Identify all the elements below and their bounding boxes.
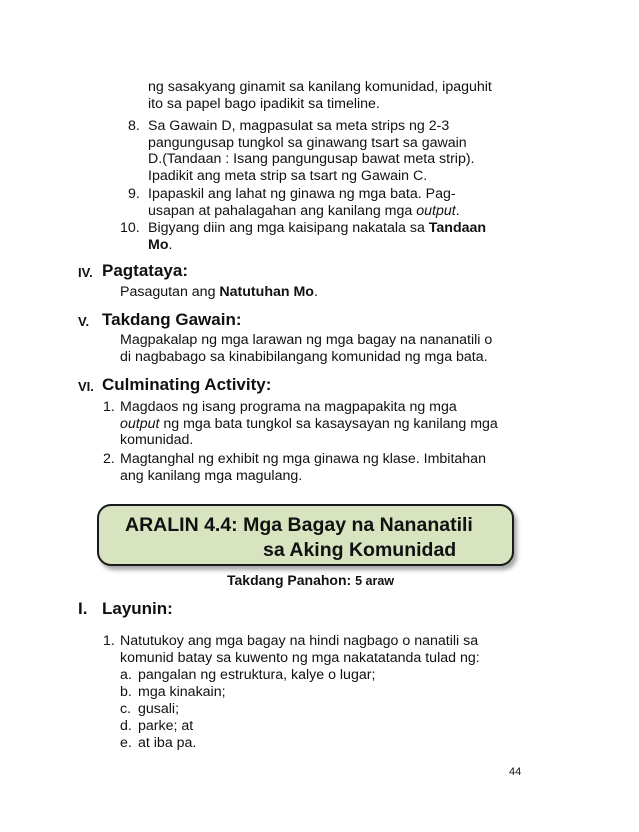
duration-label: Takdang Panahon: xyxy=(227,572,356,588)
list-item-line: Natutukoy ang mga bagay na hindi nagbago o nanatili sa xyxy=(120,633,479,649)
subitem-letter: c. xyxy=(120,701,132,717)
text-line xyxy=(148,168,475,185)
text-run: . xyxy=(168,236,173,253)
text-run: Sa Gawain D, magpasulat sa meta strips ng 2-3 xyxy=(148,118,450,134)
text-line xyxy=(148,96,492,113)
subitem-text: mga kinakain; xyxy=(138,684,226,700)
section-text xyxy=(120,332,492,365)
text-run: . xyxy=(455,202,460,219)
text-run: ng mga bata tungkol sa kasaysayan ng kanilang mga xyxy=(159,415,498,432)
list-number: 10. xyxy=(120,220,140,236)
section-number: IV. xyxy=(78,265,93,280)
subitem-letter: b. xyxy=(120,684,132,700)
text-run: Pasagutan ang xyxy=(120,284,220,300)
list-number: 9. xyxy=(128,186,140,202)
section-title: Layunin: xyxy=(102,599,173,618)
subitem-letter: a. xyxy=(120,667,132,683)
text-line xyxy=(148,220,486,237)
text-line xyxy=(148,203,460,220)
text-run: Natutuhan Mo xyxy=(219,284,314,300)
text-run: Ipadikit ang meta strip sa tsart ng Gawain C. xyxy=(148,167,428,184)
list-number: 1. xyxy=(103,399,115,415)
lesson-title-line2: sa Aking Komunidad xyxy=(263,539,457,561)
list-item-10 xyxy=(148,220,486,253)
text-run: Magpakalap ng mga larawan ng mga bagay na nananatili o xyxy=(120,332,493,348)
list-number: 2. xyxy=(103,451,115,467)
text-run: komunidad. xyxy=(120,432,194,448)
duration xyxy=(227,572,394,588)
subitem-letter: e. xyxy=(120,735,132,751)
section-title: Takdang Gawain: xyxy=(102,310,242,329)
text-line xyxy=(148,151,475,168)
text-run: output xyxy=(416,202,456,219)
text-run: pangungusap tungkol sa ginawang tsart sa gawain xyxy=(148,134,467,151)
text-run: ng sasakyang ginamit sa kanilang komunidad, ipaguhit xyxy=(148,79,492,95)
text-run: Bigyang diin ang mga kaisipang nakatala sa xyxy=(148,220,429,236)
text-run: Magtanghal ng exhibit ng mga ginawa ng klase. Imbitahan xyxy=(120,451,486,467)
text-line xyxy=(120,432,498,449)
text-run: Ipapaskil ang lahat ng ginawa ng mga bata. Pag- xyxy=(148,186,456,202)
text-line xyxy=(120,332,492,349)
text-run: di nagbabago sa kinabibilangang komunidad ng mga bata. xyxy=(120,348,488,365)
text-line xyxy=(148,135,475,152)
subitem-text: at iba pa. xyxy=(138,735,197,751)
list-item-9 xyxy=(148,186,460,219)
text-run: ito sa papel bago ipadikit sa timeline. xyxy=(148,95,380,112)
page-number: 44 xyxy=(509,766,522,778)
list-item-8 xyxy=(148,118,475,184)
text-line xyxy=(148,186,460,203)
text-run: Mo xyxy=(148,236,169,253)
section-number: VI. xyxy=(78,379,94,394)
text-run: usapan at pahalagahan ang kanilang mga xyxy=(148,202,417,219)
duration-value: 5 araw xyxy=(355,574,395,588)
list-item-line: komunid batay sa kuwento ng mga nakatatanda tulad ng: xyxy=(120,650,480,666)
section-title: Pagtataya: xyxy=(102,261,188,280)
text-run: Tandaan xyxy=(428,220,487,236)
text-line xyxy=(148,79,492,96)
text-line xyxy=(120,468,486,485)
text-run: D.(Tandaan : Isang pangungusap bawat meta strip). xyxy=(148,151,475,167)
text-line xyxy=(120,416,498,433)
text-run: output xyxy=(120,415,160,432)
list-item xyxy=(120,399,498,449)
subitem-text: gusali; xyxy=(138,701,180,717)
list-item xyxy=(120,451,486,484)
list-item-7-continued xyxy=(148,79,492,112)
text-line xyxy=(120,451,486,468)
lesson-title-line1: ARALIN 4.4: Mga Bagay na Nananatili xyxy=(125,514,473,536)
subitem-text: parke; at xyxy=(138,718,194,734)
subitem-letter: d. xyxy=(120,718,132,734)
subitem-text: pangalan ng estruktura, kalye o lugar; xyxy=(138,667,376,683)
section-title: Culminating Activity: xyxy=(102,375,272,394)
text-run: . xyxy=(313,284,318,300)
list-number: 1. xyxy=(103,633,115,649)
lesson-title-banner xyxy=(97,504,514,566)
text-line xyxy=(148,118,475,135)
text-line xyxy=(148,237,486,254)
text-line xyxy=(120,399,498,416)
text-line xyxy=(120,349,492,366)
section-number: V. xyxy=(78,314,90,329)
section-number: I. xyxy=(78,599,88,618)
text-run: ang kanilang mga magulang. xyxy=(120,467,303,484)
text-run: Magdaos ng isang programa na magpapakita ng mga xyxy=(120,399,457,415)
list-number: 8. xyxy=(128,118,140,134)
section-text xyxy=(120,284,318,301)
